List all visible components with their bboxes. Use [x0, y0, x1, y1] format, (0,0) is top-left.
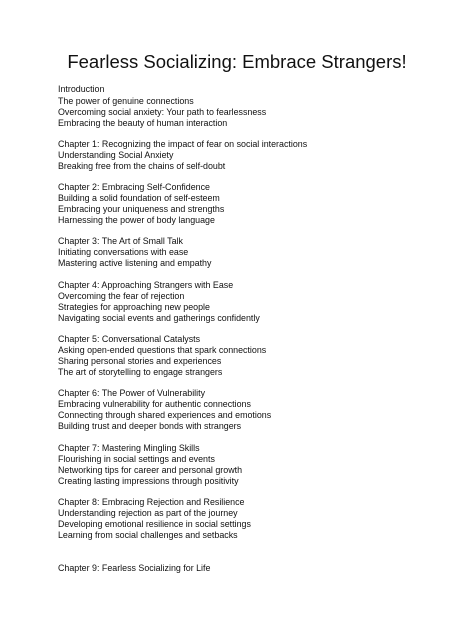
toc-item: Breaking free from the chains of self-doubt: [58, 161, 226, 171]
section-heading-chapter-4: Chapter 4: Approaching Strangers with Ease: [58, 280, 234, 290]
toc-item: Connecting through shared experiences and emotions: [58, 410, 272, 420]
toc-item: The art of storytelling to engage strangers: [58, 367, 223, 377]
section-heading-chapter-6: Chapter 6: The Power of Vulnerability: [58, 388, 206, 398]
toc-item: Initiating conversations with ease: [58, 247, 189, 257]
toc-item: Overcoming social anxiety: Your path to fearlessness: [58, 107, 267, 117]
toc-item: Overcoming the fear of rejection: [58, 291, 185, 301]
toc-item: Harnessing the power of body language: [58, 215, 215, 225]
toc-item: Understanding Social Anxiety: [58, 150, 174, 160]
toc-item: Embracing the beauty of human interaction: [58, 118, 228, 128]
toc-item: Creating lasting impressions through positivity: [58, 476, 239, 486]
toc-item: Building trust and deeper bonds with strangers: [58, 421, 242, 431]
toc-item: Strategies for approaching new people: [58, 302, 210, 312]
toc-item: Mastering active listening and empathy: [58, 258, 212, 268]
section-heading-chapter-1: Chapter 1: Recognizing the impact of fear on social interactions: [58, 139, 308, 149]
section-heading-chapter-2: Chapter 2: Embracing Self-Confidence: [58, 182, 210, 192]
section-heading-introduction: Introduction: [58, 84, 105, 94]
toc-item: Understanding rejection as part of the journey: [58, 508, 238, 518]
toc-item: The power of genuine connections: [58, 96, 194, 106]
section-heading-chapter-8: Chapter 8: Embracing Rejection and Resilience: [58, 497, 245, 507]
toc-item: Navigating social events and gatherings confidently: [58, 313, 260, 323]
toc-item: Embracing vulnerability for authentic connections: [58, 399, 251, 409]
toc-item: Flourishing in social settings and events: [58, 454, 215, 464]
toc-item: Developing emotional resilience in social settings: [58, 519, 251, 529]
section-heading-chapter-5: Chapter 5: Conversational Catalysts: [58, 334, 201, 344]
document-title: Fearless Socializing: Embrace Strangers!: [67, 51, 407, 72]
toc-item: Embracing your uniqueness and strengths: [58, 204, 225, 214]
toc-item: Sharing personal stories and experiences: [58, 356, 222, 366]
toc-item: Asking open-ended questions that spark connections: [58, 345, 267, 355]
section-heading-chapter-9: Chapter 9: Fearless Socializing for Life: [58, 563, 211, 573]
section-heading-chapter-3: Chapter 3: The Art of Small Talk: [58, 236, 183, 246]
toc-item: Networking tips for career and personal growth: [58, 465, 243, 475]
toc-item: Learning from social challenges and setbacks: [58, 530, 238, 540]
section-heading-chapter-7: Chapter 7: Mastering Mingling Skills: [58, 443, 200, 453]
toc-item: Building a solid foundation of self-esteem: [58, 193, 220, 203]
